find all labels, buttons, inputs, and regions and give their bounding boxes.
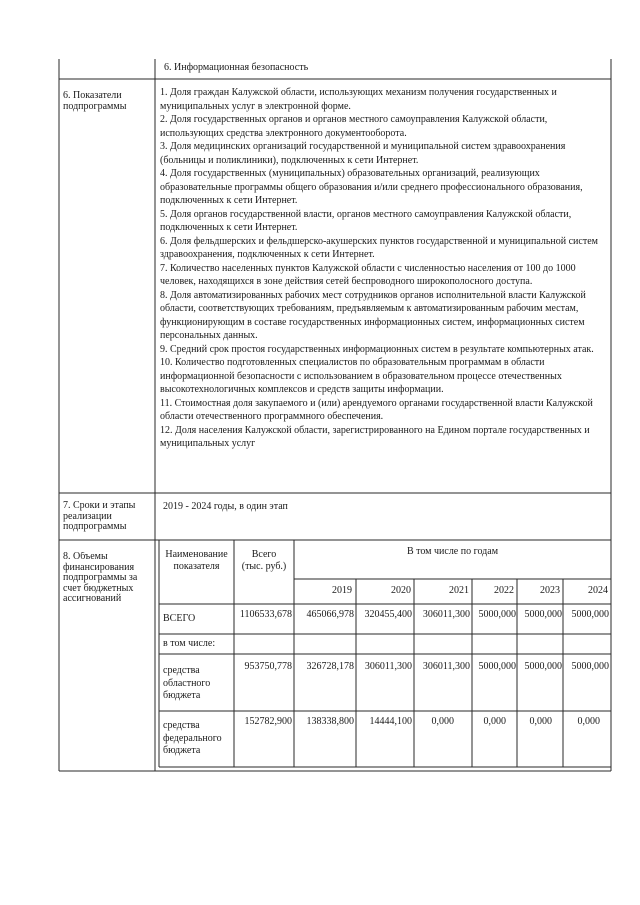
year-header: 2022 bbox=[494, 585, 514, 596]
section6-indicators bbox=[160, 86, 610, 451]
indicator-item: 11. Стоимостная доля закупаемого и (или) арендуемого органами государственной власти Калужской области отечественного программного обеспечения. bbox=[160, 397, 593, 422]
indicator-item: 10. Количество подготовленных специалистов по образовательным программам в области информационной безопасности с использованием в образовательном процессе отечественных высокотехнологичных комплексов и средств защиты информации. bbox=[160, 357, 562, 395]
row-name: ВСЕГО bbox=[163, 613, 196, 624]
indicator-item: 7. Количество населенных пунктов Калужской области с численностью населения от 100 до 1000 человек, находящихся в зоне действия сетей беспроводного широкополосного доступа. bbox=[160, 262, 576, 287]
row-value: 326728,178 bbox=[306, 661, 354, 672]
year-header: 2020 bbox=[391, 585, 411, 596]
row-value: 14444,100 bbox=[369, 716, 412, 727]
indicator-item: 12. Доля населения Калужской области, зарегистрированного на Едином портале государственных и муниципальных услуг bbox=[160, 424, 590, 449]
section7-text: 2019 - 2024 годы, в один этап bbox=[163, 501, 288, 512]
year-header: 2024 bbox=[588, 585, 608, 596]
indicator-item: 5. Доля органов государственной власти, органов местного самоуправления Калужской области, подключенных к сети Интернет. bbox=[160, 208, 572, 233]
indicator-item: 3. Доля медицинских организаций государственной и муниципальной систем здравоохранения (больницы и поликлиники), подключенных к сети Интернет. bbox=[160, 141, 566, 166]
row-value: 5000,000 bbox=[478, 609, 516, 620]
row-value: 465066,978 bbox=[306, 609, 354, 620]
row-value: 5000,000 bbox=[524, 661, 562, 672]
row-value: 138338,800 bbox=[306, 716, 354, 727]
top-row-text: 6. Информационная безопасность bbox=[164, 62, 309, 73]
row-total: 953750,778 bbox=[244, 661, 292, 672]
indicator-item: 8. Доля автоматизированных рабочих мест сотрудников органов исполнительной власти Калужской области, соответствующих требованиям, предъявляемым к автоматизированным рабочим местам, функционирующим в составе государственных информационных систем, информационных систем персональных данных. bbox=[160, 289, 586, 341]
row-name: средства областного бюджета bbox=[163, 665, 211, 701]
header-total: Всего (тыс. руб.) bbox=[241, 549, 287, 572]
indicator-item: 6. Доля фельдшерских и фельдшерско-акушерских пунктов государственной и муниципальной систем здравоохранения, подключенных к сети Интернет. bbox=[160, 235, 598, 260]
row-value: 306011,300 bbox=[364, 661, 412, 672]
section7-label: 7. Сроки и этапы реализации подпрограммы bbox=[63, 501, 136, 532]
header-indicator-name: Наименование показателя bbox=[165, 549, 228, 572]
row-value: 0,000 bbox=[529, 716, 552, 727]
year-header: 2023 bbox=[540, 585, 560, 596]
row-value: 5000,000 bbox=[571, 609, 609, 620]
row-value: 320455,400 bbox=[364, 609, 412, 620]
indicator-item: 9. Средний срок простоя государственных информационных систем в результате компьютерных атак. bbox=[160, 343, 594, 355]
row-value: 0,000 bbox=[577, 716, 600, 727]
row-value: 306011,300 bbox=[422, 661, 470, 672]
section6-label: 6. Показатели подпрограммы bbox=[63, 91, 127, 112]
indicator-item: 2. Доля государственных органов и органов местного самоуправления Калужской области, использующих средства электронного документооборота. bbox=[160, 114, 548, 139]
row-value: 5000,000 bbox=[571, 661, 609, 672]
row-value: 5000,000 bbox=[524, 609, 562, 620]
indicator-item: 4. Доля государственных (муниципальных) образовательных организаций, реализующих образовательные программы общего образования и/или среднего профессионального образования, подключенных к сети Интернет. bbox=[160, 168, 583, 206]
row-total: 152782,900 bbox=[244, 716, 292, 727]
row-name: в том числе: bbox=[163, 638, 216, 649]
indicator-item: 1. Доля граждан Калужской области, использующих механизм получения государственных и муниципальных услуг в электронной форме. bbox=[160, 87, 557, 112]
header-years: В том числе по годам bbox=[406, 546, 499, 557]
row-value: 5000,000 bbox=[478, 661, 516, 672]
year-header: 2021 bbox=[449, 585, 469, 596]
row-total: 1106533,678 bbox=[239, 609, 292, 620]
section8-label: 8. Объемы финансирования подпрограммы за счет бюджетных ассигнований bbox=[63, 552, 138, 604]
row-value: 306011,300 bbox=[422, 609, 470, 620]
row-value: 0,000 bbox=[483, 716, 506, 727]
row-value: 0,000 bbox=[431, 716, 454, 727]
year-header: 2019 bbox=[332, 585, 352, 596]
row-name: средства федерального бюджета bbox=[163, 720, 222, 756]
